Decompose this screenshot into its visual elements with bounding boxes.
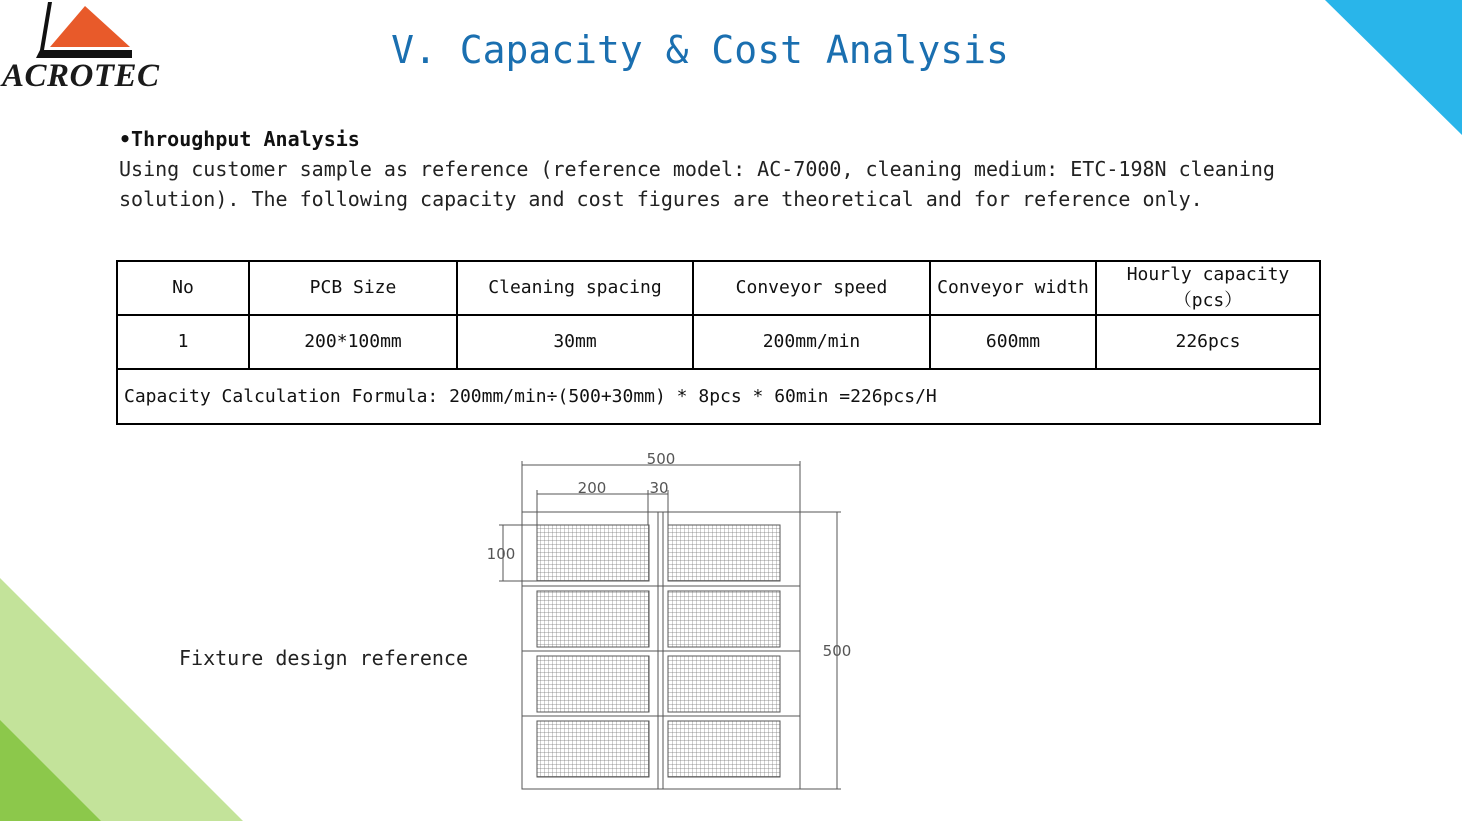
dim-label-spacing: 30: [649, 479, 669, 497]
header-conveyor-speed: Conveyor speed: [693, 261, 930, 315]
throughput-intro: Using customer sample as reference (reference model: AC-7000, cleaning medium: ETC-198N cleaning solution). The following capacity and cost figures are theoretical and for reference only.: [119, 157, 1275, 211]
header-cleaning-spacing: Cleaning spacing: [457, 261, 693, 315]
header-hourly-capacity: Hourly capacity（pcs）: [1096, 261, 1320, 315]
fixture-label: Fixture design reference: [179, 646, 468, 670]
header-no: No: [117, 261, 249, 315]
throughput-heading: •Throughput Analysis: [119, 127, 360, 151]
dim-label-pcb-height: 100: [486, 545, 516, 563]
pcb-cell: [668, 525, 780, 581]
dim-label-overall-width: 500: [646, 450, 676, 468]
dim-label-pcb-width: 200: [577, 479, 607, 497]
pcb-cell: [668, 721, 780, 777]
pcb-cell: [537, 721, 649, 777]
cell-hourly-capacity: 226pcs: [1096, 315, 1320, 369]
dim-label-overall-height: 500: [822, 642, 852, 660]
pcb-cell: [668, 656, 780, 712]
cell-conveyor-speed: 200mm/min: [693, 315, 930, 369]
header-pcb-size: PCB Size: [249, 261, 457, 315]
capacity-formula: Capacity Calculation Formula: 200mm/min÷(500+30mm) * 8pcs * 60min =226pcs/H: [117, 369, 1320, 424]
cell-conveyor-width: 600mm: [930, 315, 1096, 369]
header-conveyor-width: Conveyor width: [930, 261, 1096, 315]
pcb-cell: [668, 591, 780, 647]
cell-no: 1: [117, 315, 249, 369]
cell-cleaning-spacing: 30mm: [457, 315, 693, 369]
pcb-cell: [537, 591, 649, 647]
page-title: V. Capacity & Cost Analysis: [391, 28, 1009, 72]
pcb-cell: [537, 656, 649, 712]
pcb-cell: [537, 525, 649, 581]
cell-pcb-size: 200*100mm: [249, 315, 457, 369]
logo-text: ACROTEC: [2, 58, 160, 94]
